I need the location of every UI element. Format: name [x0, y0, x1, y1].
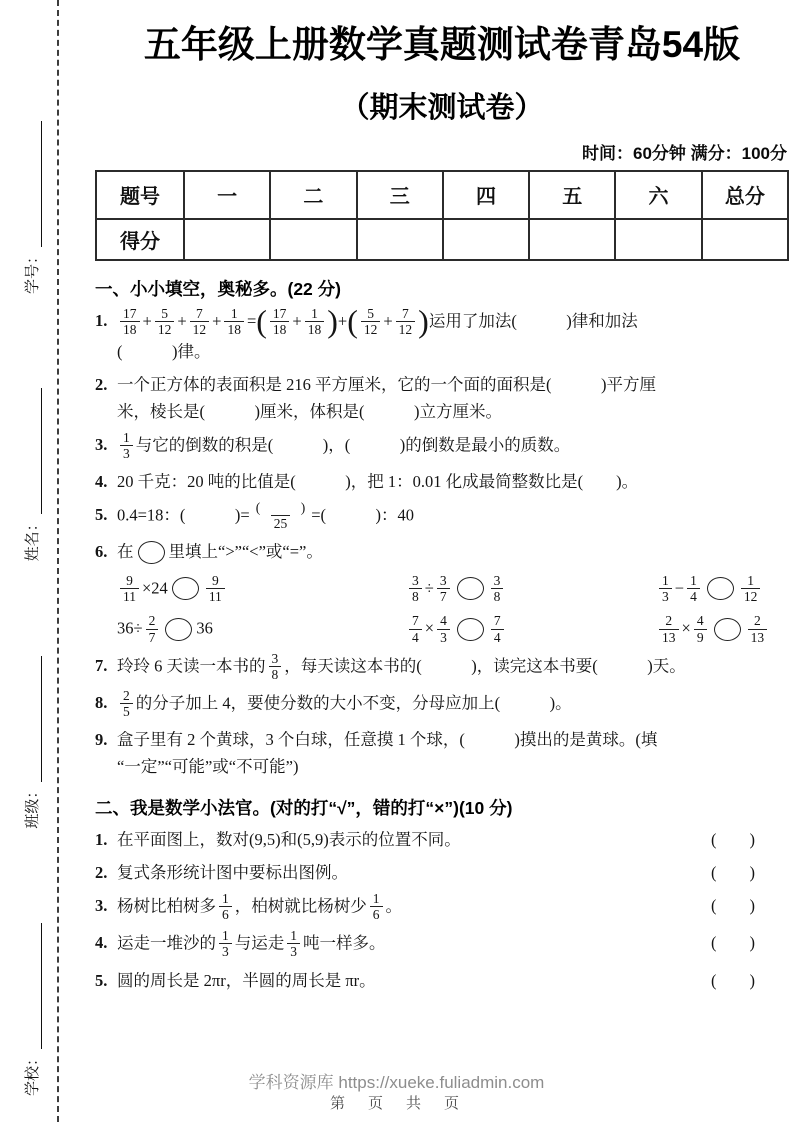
- fill-questions: [95, 303, 789, 781]
- footer-page-label: 第 页 共 页: [329, 1095, 463, 1112]
- fraction: [155, 306, 175, 337]
- score-header-cell: 四: [443, 171, 529, 219]
- score-table-score-row: [96, 219, 788, 260]
- question-body: [117, 826, 461, 853]
- numerator: 4: [440, 613, 447, 629]
- numerator: 17: [123, 305, 137, 321]
- binding-dashed-line: [57, 0, 59, 1122]
- fraction: [694, 613, 707, 644]
- fraction: [491, 573, 504, 604]
- denominator: 8: [491, 588, 504, 604]
- question-text: ×: [681, 618, 691, 638]
- question-number: 1.: [95, 830, 108, 850]
- question-text: ×: [424, 618, 435, 638]
- big-parenthesis: (: [256, 303, 267, 340]
- fraction: [370, 891, 383, 922]
- score-header-cell: 五: [529, 171, 615, 219]
- numerator: 3: [412, 573, 419, 589]
- comparison-grid: [117, 614, 789, 645]
- numerator: 7: [402, 305, 409, 321]
- question-number: 5.: [95, 970, 108, 990]
- numerator: 7: [196, 305, 203, 321]
- question-text: +: [337, 310, 348, 330]
- numerator: 1: [222, 891, 229, 907]
- denominator: 3: [437, 629, 450, 645]
- denominator: 3: [659, 588, 672, 604]
- denominator: 7: [437, 588, 450, 604]
- question-text: 与运走: [234, 933, 285, 953]
- question-text: “一定”“可能”或“不可能”): [117, 757, 299, 777]
- section-heading-fill: 一、小小填空，奥秘多。(22 分): [95, 278, 341, 299]
- fraction: [748, 613, 768, 644]
- question-text: 与它的倒数的积是( )，( )的倒数是最小的质数。: [135, 435, 571, 455]
- comparison-circle: [714, 618, 741, 641]
- question-body: [117, 726, 789, 780]
- fraction: [253, 500, 309, 531]
- question-number: 4.: [95, 933, 108, 953]
- numerator: 1: [290, 928, 297, 944]
- question-text: 复式条形统计图中要标出图例。: [117, 863, 348, 883]
- class-label: 班级：: [23, 783, 41, 829]
- numerator: 7: [493, 613, 501, 629]
- question-number: 7.: [95, 655, 108, 675]
- question-text: +: [177, 310, 187, 330]
- question-body: [117, 371, 789, 425]
- denominator: 9: [694, 629, 707, 645]
- question-text: 圆的周长是 2πr，半圆的周长是 πr。: [117, 970, 376, 990]
- score-empty-cell: [615, 219, 701, 260]
- denominator: 12: [396, 321, 416, 337]
- blank-line: [26, 656, 42, 782]
- question-row: [95, 689, 789, 720]
- question-text: 一个正方体的表面积是 216 平方厘米，它的一个面的面积是( )平方厘: [117, 374, 656, 394]
- question-body: [117, 652, 789, 683]
- comparison-circle: [172, 577, 199, 600]
- score-header-cell: 六: [615, 171, 701, 219]
- question-number: 8.: [95, 692, 108, 712]
- school-label: 学校：: [23, 1050, 41, 1096]
- numerator: 7: [412, 613, 419, 629]
- question-text: 米，棱长是( )厘米，体积是( )立方厘米。: [117, 401, 502, 421]
- comparison-item: [656, 574, 789, 605]
- numerator: 5: [161, 305, 168, 321]
- question-text: +: [383, 310, 393, 330]
- denominator: 5: [120, 703, 133, 719]
- denominator: 4: [409, 629, 422, 645]
- denominator: 13: [748, 629, 768, 645]
- question-text: 杨树比柏树多: [117, 896, 216, 916]
- question-text: −: [674, 578, 685, 598]
- numerator: 2: [753, 613, 761, 629]
- denominator: 8: [269, 666, 282, 682]
- comparison-item: [117, 614, 406, 645]
- question-text: 0.4=18：( )=: [117, 505, 250, 525]
- question-text: 玲玲 6 天读一本书的: [117, 656, 266, 676]
- question-text: 的分子加上 4，要使分数的大小不变，分母应加上( )。: [135, 693, 572, 713]
- blank-line: [26, 121, 42, 247]
- student-id-label: 学号：: [23, 249, 41, 295]
- numerator: 4: [696, 613, 704, 629]
- question-text: ×24: [142, 578, 168, 598]
- fraction: [741, 573, 761, 604]
- answer-brackets: ( ): [711, 933, 755, 953]
- score-header-cell: 三: [357, 171, 443, 219]
- fraction: [120, 573, 139, 604]
- denominator: 12: [190, 321, 210, 337]
- comparison-item: [656, 614, 789, 645]
- paper-subtitle: （期末测试卷）: [340, 91, 544, 124]
- fraction: [206, 573, 225, 604]
- score-header-cell: 题号: [96, 171, 184, 219]
- score-empty-cell: [357, 219, 443, 260]
- comparison-item: [406, 614, 656, 645]
- numerator: 1: [230, 305, 238, 321]
- numerator: 17: [272, 305, 287, 321]
- score-empty-cell: [270, 219, 356, 260]
- question-text: +: [142, 310, 152, 330]
- numerator: 9: [126, 573, 133, 589]
- question-row: [95, 538, 789, 645]
- blank-line: [26, 923, 42, 1049]
- fraction: [409, 613, 422, 644]
- denominator: 11: [206, 588, 225, 604]
- denominator: 11: [120, 588, 139, 604]
- denominator: 25: [271, 515, 291, 531]
- numerator: 9: [211, 573, 219, 589]
- comparison-item: [117, 574, 406, 605]
- question-text: 吨一样多。: [303, 933, 386, 953]
- question-number: 3.: [95, 896, 108, 916]
- question-number: 4.: [95, 471, 108, 491]
- question-row: [95, 468, 789, 495]
- fraction: [659, 613, 679, 644]
- footer-source: 学科资源库 https://xueke.fuliadmin.com: [248, 1073, 545, 1092]
- question-text: 里填上“>”“<”或“=”。: [168, 542, 323, 562]
- fraction: [190, 306, 210, 337]
- question-text: +: [212, 310, 222, 330]
- question-body: [117, 501, 789, 532]
- numerator: 5: [367, 305, 374, 321]
- question-row: [95, 652, 789, 683]
- fraction: [120, 688, 133, 719]
- numerator: 3: [271, 650, 279, 666]
- question-text: 。: [385, 896, 402, 916]
- answer-brackets: ( ): [711, 830, 755, 850]
- numerator: 1: [690, 573, 697, 589]
- comparison-item: [406, 574, 656, 605]
- question-row: [95, 431, 789, 462]
- question-text: 在: [117, 542, 134, 562]
- score-table-header-row: [96, 171, 788, 219]
- numerator: 1: [372, 891, 380, 907]
- denominator: 18: [120, 321, 140, 337]
- section-heading-judge: 二、我是数学小法官。(对的打“√”，错的打“×”)(10 分): [95, 798, 513, 819]
- paper-content: [95, 0, 789, 1000]
- fraction: [120, 306, 140, 337]
- question-body: [117, 892, 402, 923]
- numerator: 1: [222, 928, 229, 944]
- big-parenthesis: ): [327, 303, 338, 340]
- judge-question-row: [95, 859, 789, 886]
- question-number: 1.: [95, 310, 108, 330]
- fraction: [437, 613, 450, 644]
- score-empty-cell: [529, 219, 615, 260]
- fraction: [491, 613, 504, 644]
- question-text: 运走一堆沙的: [117, 933, 216, 953]
- answer-brackets: ( ): [711, 970, 755, 990]
- question-body: [117, 859, 348, 886]
- denominator: 12: [155, 321, 175, 337]
- score-empty-cell: [443, 219, 529, 260]
- denominator: 13: [659, 629, 679, 645]
- question-body: [117, 303, 789, 365]
- class-field: [21, 656, 42, 829]
- denominator: 8: [409, 588, 422, 604]
- big-parenthesis: (: [347, 303, 358, 340]
- question-number: 5.: [95, 504, 108, 524]
- fraction: [687, 573, 700, 604]
- fraction: [396, 306, 416, 337]
- question-text: 运用了加法( )律和加法: [428, 310, 638, 330]
- question-text: ，柏树就比杨树少: [234, 896, 367, 916]
- fraction: [224, 306, 244, 337]
- denominator: 6: [219, 906, 232, 922]
- fraction: [437, 573, 450, 604]
- question-text: 在平面图上，数对(9,5)和(5,9)表示的位置不同。: [117, 830, 461, 850]
- judge-question-row: [95, 826, 789, 853]
- binding-info-strip: [16, 121, 46, 1096]
- numerator: 1: [747, 573, 754, 589]
- answer-brackets: ( ): [711, 863, 755, 883]
- score-table: [95, 170, 789, 261]
- fraction: [305, 306, 325, 337]
- comparison-circle: [165, 618, 192, 641]
- denominator: 3: [287, 943, 300, 959]
- score-empty-cell: [184, 219, 270, 260]
- blank-line: [26, 388, 42, 514]
- paper-title: 五年级上册数学真题测试卷青岛54版: [143, 24, 741, 65]
- denominator: 12: [361, 321, 381, 337]
- question-row: [95, 726, 789, 780]
- score-header-cell: 一: [184, 171, 270, 219]
- question-row: [95, 371, 789, 425]
- question-body: [117, 689, 789, 720]
- question-body: [117, 431, 789, 462]
- question-number: 6.: [95, 542, 108, 562]
- question-number: 2.: [95, 863, 108, 883]
- student-id-field: [21, 121, 42, 294]
- question-body: [117, 967, 376, 994]
- denominator: 18: [224, 321, 244, 337]
- fraction: [270, 306, 290, 337]
- question-body: [117, 538, 789, 645]
- question-text: +: [292, 310, 302, 330]
- fraction: [219, 891, 232, 922]
- judge-question-row: [95, 967, 789, 994]
- denominator: 18: [270, 321, 290, 337]
- denominator: 4: [687, 588, 700, 604]
- fraction: [269, 651, 282, 682]
- time-score-info: 时间：60分钟 满分：100分: [582, 143, 787, 163]
- question-row: [95, 501, 789, 532]
- numerator: 3: [439, 573, 447, 589]
- question-text: 36: [196, 618, 213, 638]
- comparison-circle: [138, 541, 165, 564]
- name-label: 姓名：: [23, 516, 41, 562]
- comparison-grid: [117, 574, 789, 605]
- judge-question-row: [95, 892, 789, 923]
- fraction: [659, 573, 672, 604]
- denominator: 3: [219, 943, 232, 959]
- question-number: 2.: [95, 374, 108, 394]
- question-row: [95, 303, 789, 365]
- fraction: [120, 430, 133, 461]
- question-text: 盒子里有 2 个黄球，3 个白球，任意摸 1 个球，( )摸出的是黄球。(填: [117, 730, 658, 750]
- big-parenthesis: ): [418, 303, 429, 340]
- question-number: 3.: [95, 434, 108, 454]
- denominator: 12: [741, 588, 761, 604]
- question-text: =( )：40: [311, 505, 415, 525]
- score-label-cell: 得分: [96, 219, 184, 260]
- question-text: 20 千克：20 吨的比值是( )，把 1：0.01 化成最简整数比是( )。: [117, 471, 639, 491]
- comparison-circle: [707, 577, 734, 600]
- question-body: [117, 468, 789, 495]
- numerator: 1: [662, 573, 669, 589]
- numerator: 2: [123, 687, 130, 703]
- name-field: [21, 388, 42, 561]
- fraction: [146, 613, 159, 644]
- numerator: 2: [665, 613, 673, 629]
- fraction: [287, 928, 300, 959]
- question-text: ÷: [424, 578, 434, 598]
- question-text: 36÷: [117, 618, 143, 638]
- score-header-cell: 总分: [702, 171, 788, 219]
- denominator: 4: [491, 629, 504, 645]
- question-body: [117, 929, 386, 960]
- comparison-circle: [457, 618, 484, 641]
- answer-brackets: ( ): [711, 896, 755, 916]
- denominator: 18: [305, 321, 325, 337]
- fraction: [219, 928, 232, 959]
- question-text: =: [246, 310, 257, 330]
- fraction: [409, 573, 422, 604]
- denominator: 7: [146, 629, 159, 645]
- numerator: 3: [493, 573, 501, 589]
- score-header-cell: 二: [270, 171, 356, 219]
- comparison-circle: [457, 577, 484, 600]
- score-empty-cell: [702, 219, 788, 260]
- question-text: ，每天读这本书的( )，读完这本书要( )天。: [284, 656, 686, 676]
- denominator: 6: [370, 906, 383, 922]
- numerator: 1: [311, 305, 318, 321]
- numerator: ( ): [255, 499, 306, 515]
- numerator: 1: [123, 429, 130, 445]
- judge-questions: [95, 826, 789, 993]
- judge-question-row: [95, 929, 789, 960]
- denominator: 3: [120, 445, 133, 461]
- question-text: ( )律。: [117, 341, 211, 361]
- numerator: 2: [148, 613, 156, 629]
- fraction: [361, 306, 381, 337]
- question-number: 9.: [95, 730, 108, 750]
